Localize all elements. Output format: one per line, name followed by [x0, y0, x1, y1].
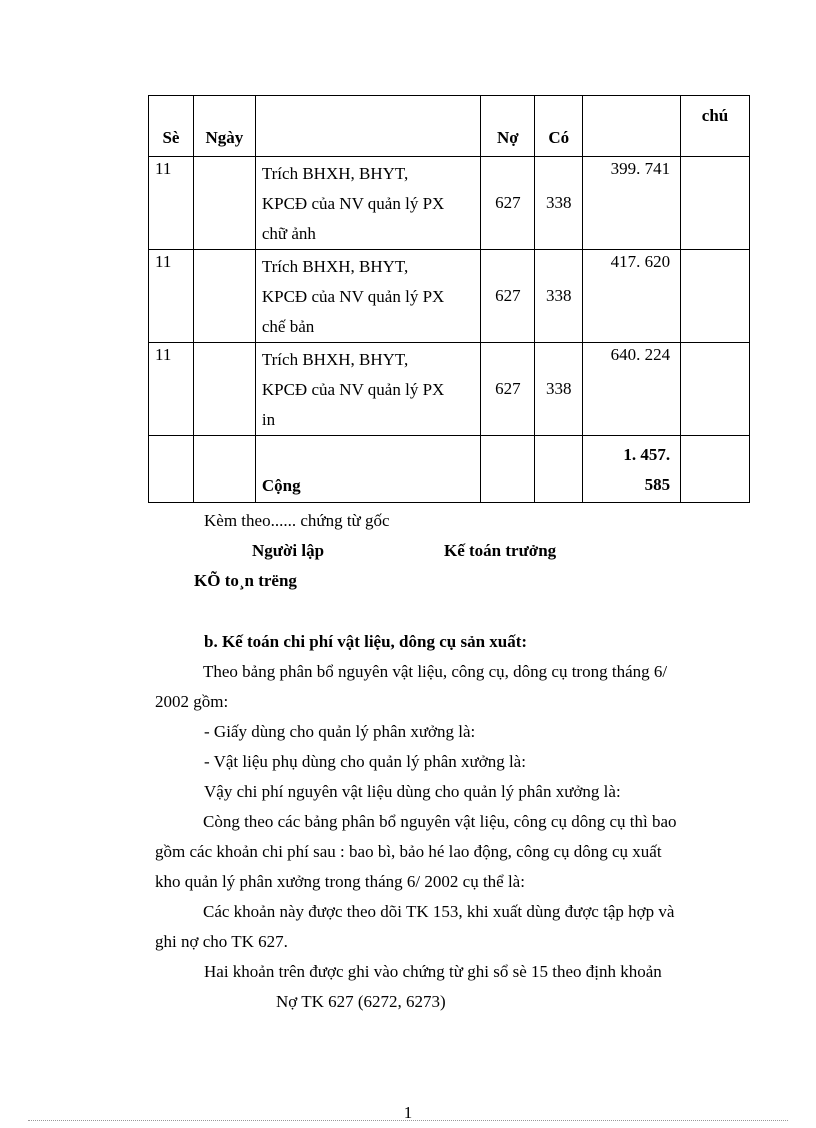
total-empty — [535, 436, 583, 503]
row-desc-line: chữ ảnh — [261, 224, 316, 243]
paragraph — [155, 657, 740, 717]
total-row — [149, 436, 750, 503]
row-ngay — [193, 343, 255, 436]
header-no: Nợ — [481, 96, 535, 157]
paragraph — [155, 807, 740, 897]
total-amount-line: 585 — [644, 475, 671, 494]
table-header-row — [149, 96, 750, 157]
total-amount — [583, 436, 681, 503]
paragraph-line: Các khoản này được theo dõi TK 153, khi xuất dùng được tập hợp và — [203, 902, 675, 921]
row-amount: 640. 224 — [583, 343, 681, 436]
row-note — [681, 343, 750, 436]
paragraph-line: Hai khoản trên được ghi vào chứng từ ghi sổ sè 15 theo định khoản — [204, 962, 662, 981]
row-amount: 417. 620 — [583, 250, 681, 343]
header-co: Có — [535, 96, 583, 157]
row-desc-line: KPCĐ của NV quản lý PX — [261, 380, 445, 399]
section-heading: b. Kế toán chi phí vật liệu, dông cụ sản xuất: — [204, 632, 528, 651]
row-desc — [255, 157, 481, 250]
garbled-signature-label: KÕ to¸n trëng — [194, 571, 297, 590]
total-amount-line: 1. 457. — [623, 445, 671, 464]
header-ghichu: chú — [681, 96, 750, 157]
row-desc-line: in — [261, 410, 276, 429]
bullet-item: - Vật liệu phụ dùng cho quản lý phân xưởng là: — [204, 752, 526, 771]
row-co: 338 — [535, 250, 583, 343]
row-note — [681, 157, 750, 250]
header-amount — [583, 96, 681, 157]
row-so: 11 — [149, 343, 194, 436]
table-row — [149, 250, 750, 343]
row-desc-line: KPCĐ của NV quản lý PX — [261, 194, 445, 213]
attached-docs-note: Kèm theo...... chứng từ gốc — [204, 511, 390, 530]
paragraph-line: Còng theo các bảng phân bổ nguyên vật liệu, công cụ dông cụ thì bao — [203, 812, 677, 831]
row-desc-line: Trích BHXH, BHYT, — [261, 257, 409, 276]
paragraph-line: ghi nợ cho TK 627. — [155, 932, 288, 951]
total-empty — [193, 436, 255, 503]
total-empty — [481, 436, 535, 503]
table-row — [149, 343, 750, 436]
row-desc-line: Trích BHXH, BHYT, — [261, 164, 409, 183]
preparer-label: Người lập — [252, 541, 325, 560]
row-desc-line: KPCĐ của NV quản lý PX — [261, 287, 445, 306]
header-ngay: Ngày — [193, 96, 255, 157]
header-so: Sè — [149, 96, 194, 157]
paragraph-line: gồm các khoản chi phí sau : bao bì, bảo hé lao động, công cụ dông cụ xuất — [155, 842, 662, 861]
row-desc — [255, 343, 481, 436]
footer-divider — [28, 1120, 788, 1121]
row-ngay — [193, 157, 255, 250]
row-no: 627 — [481, 157, 535, 250]
total-label: Cộng — [255, 436, 481, 503]
row-co: 338 — [535, 343, 583, 436]
total-empty — [149, 436, 194, 503]
paragraph-line: Vậy chi phí nguyên vật liệu dùng cho quản lý phân xưởng là: — [204, 782, 621, 801]
row-amount: 399. 741 — [583, 157, 681, 250]
page-number: 1 — [403, 1103, 413, 1122]
paragraph-line: 2002 gồm: — [155, 692, 229, 711]
paragraph-line: kho quản lý phân xưởng trong tháng 6/ 2002 cụ thể là: — [155, 872, 525, 891]
row-desc-line: Trích BHXH, BHYT, — [261, 350, 409, 369]
row-so: 11 — [149, 157, 194, 250]
paragraph-line: Theo bảng phân bổ nguyên vật liệu, công cụ, dông cụ trong tháng 6/ — [203, 662, 668, 681]
row-desc-line: chế bản — [261, 317, 315, 336]
bullet-item: - Giấy dùng cho quản lý phân xưởng là: — [204, 722, 476, 741]
row-no: 627 — [481, 250, 535, 343]
header-desc — [255, 96, 481, 157]
row-desc — [255, 250, 481, 343]
table-row — [149, 157, 750, 250]
row-note — [681, 250, 750, 343]
paragraph — [155, 897, 740, 957]
ledger-table — [148, 95, 750, 503]
row-co: 338 — [535, 157, 583, 250]
row-so: 11 — [149, 250, 194, 343]
chief-accountant-label: Kế toán trưởng — [444, 541, 557, 560]
journal-entry: Nợ TK 627 (6272, 6273) — [276, 992, 446, 1011]
row-ngay — [193, 250, 255, 343]
row-no: 627 — [481, 343, 535, 436]
total-empty — [681, 436, 750, 503]
